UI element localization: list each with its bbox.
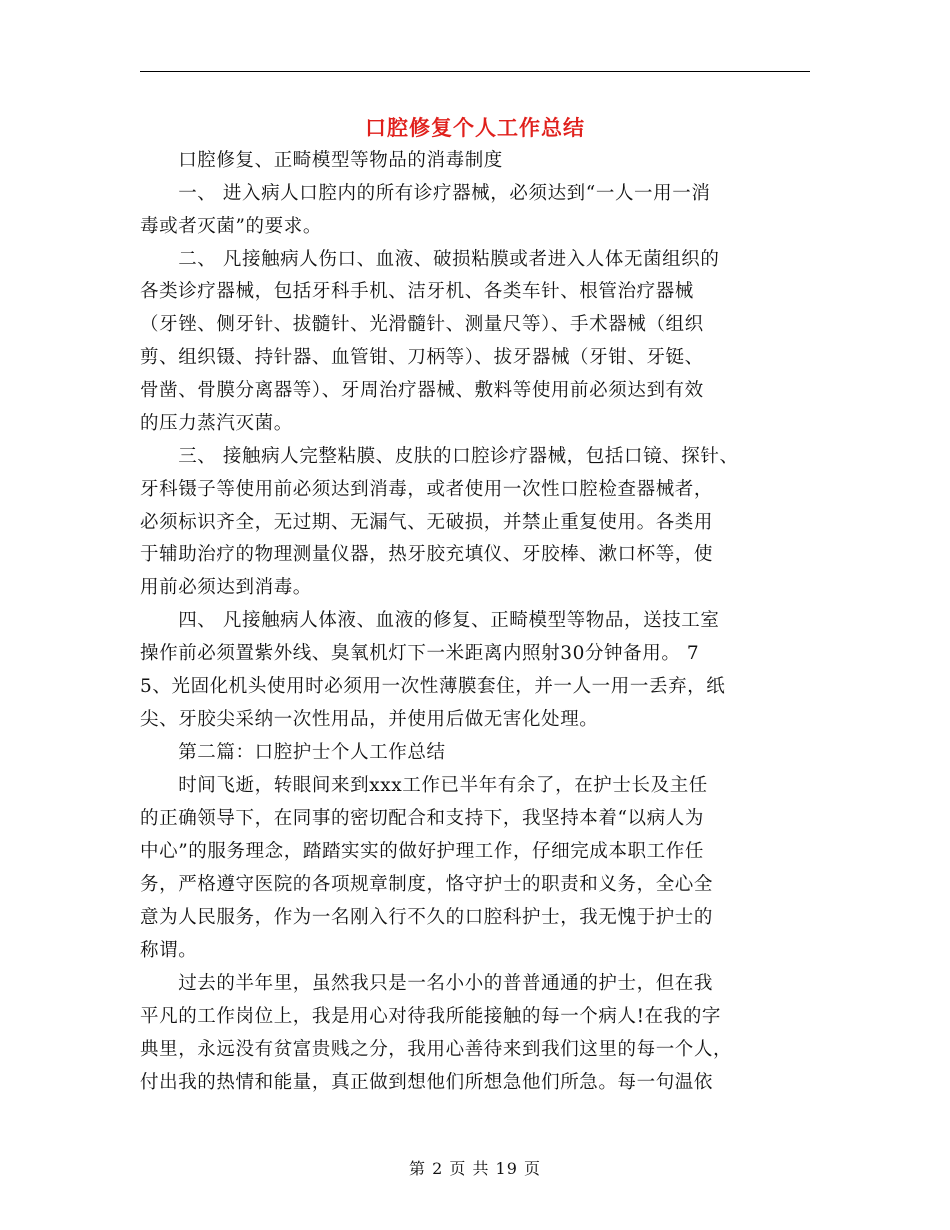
document-title: 口腔修复个人工作总结: [365, 115, 585, 140]
body-line: 剪、组织镊、持针器、血管钳、刀柄等）、拔牙器械（牙钳、牙铤、: [140, 347, 704, 368]
body-line: 一、 进入病人口腔内的所有诊疗器械，必须达到“一人一用一消: [140, 183, 711, 204]
body-line: 毒或者灭菌”的要求。: [140, 216, 322, 237]
body-line: 的压力蒸汽灭菌。: [140, 413, 293, 434]
body-line: 于辅助治疗的物理测量仪器，热牙胶充填仪、牙胶棒、漱口杯等，使: [140, 544, 714, 565]
body-line: 尖、牙胶尖采纳一次性用品，并使用后做无害化处理。: [140, 709, 599, 730]
body-line: 平凡的工作岗位上，我是用心对待我所能接触的每一个病人!在我的字: [140, 1006, 722, 1027]
header-rule: [140, 71, 810, 72]
body-line: 用前必须达到消毒。: [140, 577, 312, 598]
body-line: 口腔修复、正畸模型等物品的消毒制度: [140, 150, 503, 171]
body-line: （牙锉、侧牙针、拔髓针、光滑髓针、测量尺等）、手术器械（组织: [140, 314, 704, 335]
body-line: 付出我的热情和能量，真正做到想他们所想急他们所急。每一句温依: [140, 1072, 714, 1093]
body-line: 过去的半年里，虽然我只是一名小小的普普通通的护士，但在我: [140, 973, 714, 994]
body-line: 三、 接触病人完整粘膜、皮肤的口腔诊疗器械，包括口镜、探针、: [140, 446, 739, 467]
body-line: 操作前必须置紫外线、臭氧机灯下一米距离内照射30分钟备用。 7: [140, 643, 700, 664]
body-line: 四、 凡接触病人体液、血液的修复、正畸模型等物品，送技工室: [140, 610, 720, 631]
body-line: 骨凿、骨膜分离器等）、牙周治疗器械、敷料等使用前必须达到有效: [140, 380, 704, 401]
body-line: 中心”的服务理念，踏踏实实的做好护理工作，仔细完成本职工作任: [140, 841, 704, 862]
body-line: 牙科镊子等使用前必须达到消毒，或者使用一次性口腔检查器械者，: [140, 479, 714, 500]
body-line: 5、光固化机头使用时必须用一次性薄膜套住，并一人一用一丢弃，纸: [140, 676, 726, 697]
body-line: 意为人民服务，作为一名刚入行不久的口腔科护士，我无愧于护士的: [140, 907, 714, 928]
body-line: 典里，永远没有贫富贵贱之分，我用心善待来到我们这里的每一个人，: [140, 1039, 733, 1060]
body-line: 时间飞逝，转眼间来到xxx工作已半年有余了，在护士长及主任: [140, 775, 708, 796]
body-line: 第二篇：口腔护士个人工作总结: [140, 742, 446, 763]
body-line: 的正确领导下，在同事的密切配合和支持下，我坚持本着“以病人为: [140, 808, 704, 829]
body-line: 必须标识齐全，无过期、无漏气、无破损，并禁止重复使用。各类用: [140, 512, 714, 533]
body-line: 二、 凡接触病人伤口、血液、破损粘膜或者进入人体无菌组织的: [140, 249, 720, 270]
page-footer: 第 2 页 共 19 页: [409, 1159, 541, 1178]
body-line: 称谓。: [140, 940, 198, 961]
body-line: 各类诊疗器械，包括牙科手机、洁牙机、各类车针、根管治疗器械: [140, 281, 694, 302]
body-line: 务，严格遵守医院的各项规章制度，恪守护士的职责和义务，全心全: [140, 874, 714, 895]
